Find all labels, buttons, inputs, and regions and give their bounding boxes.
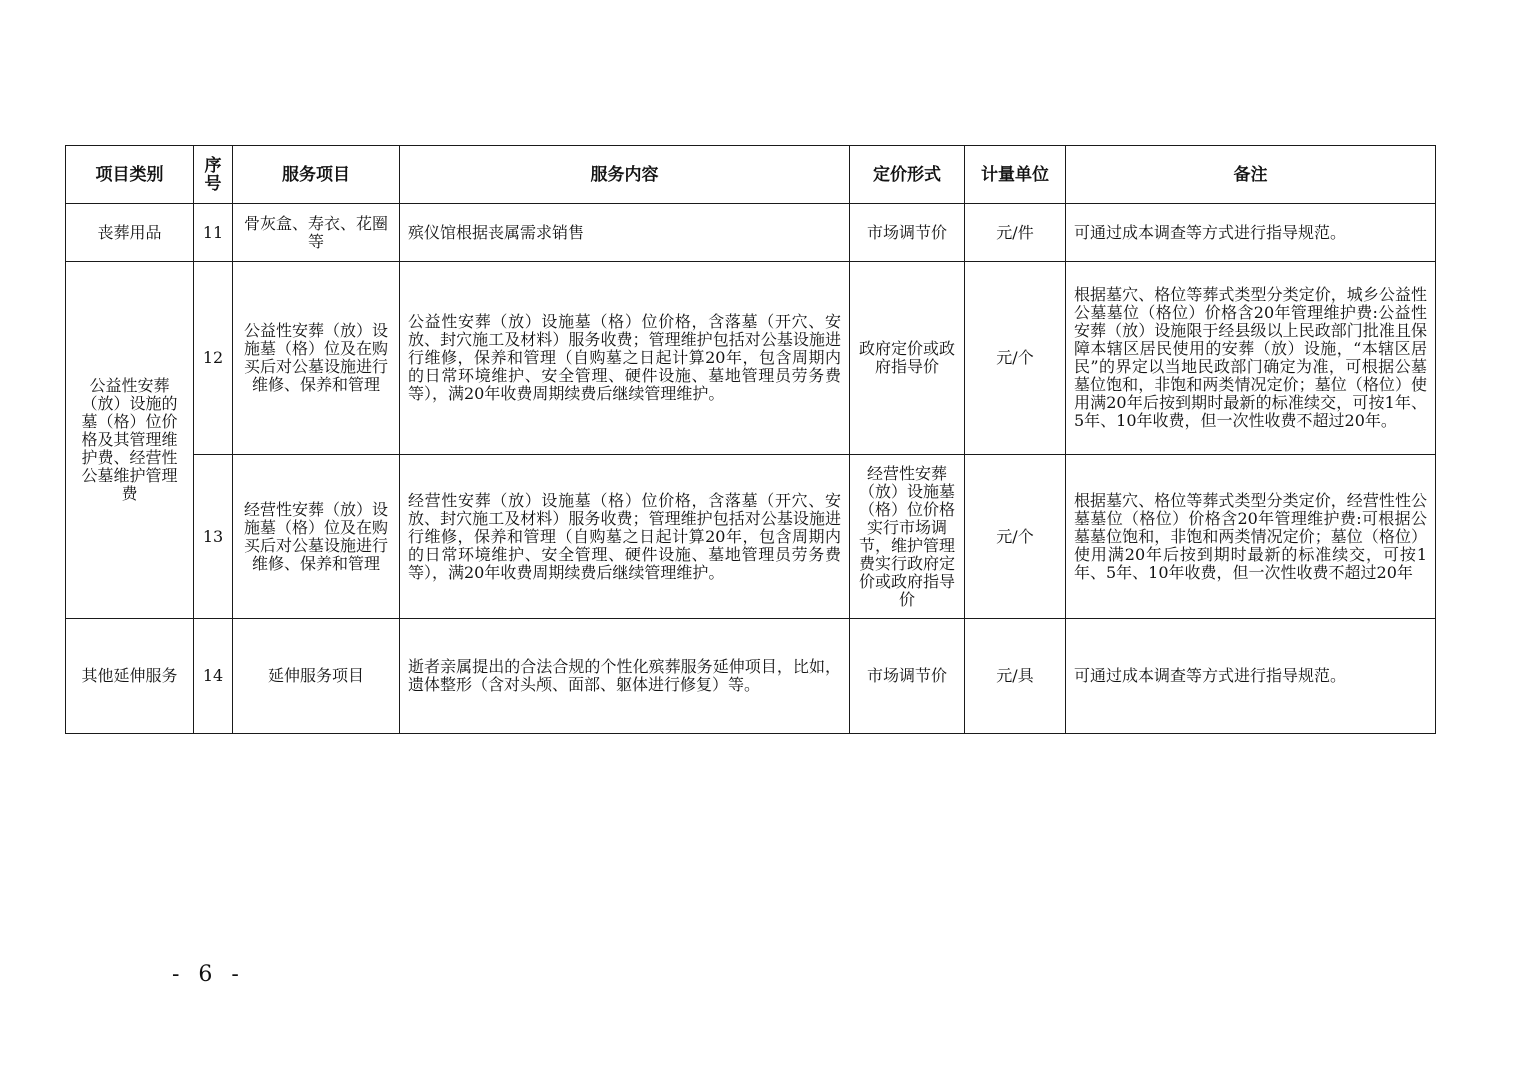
remark-cell: 根据墓穴、格位等葬式类型分类定价，经营性性公墓墓位（格位）价格含20年管理维护费:可根据公墓墓位饱和，非饱和两类情况定价；墓位（格位）使用满20年后按到期时最新的标准续交，可按1年、5年、10年收费，但一次性收费不超过20年 [1066,455,1436,619]
pricing-cell: 市场调节价 [850,619,965,734]
seq-cell: 13 [194,455,233,619]
remark-cell: 可通过成本调查等方式进行指导规范。 [1066,204,1436,262]
table-row [66,204,1436,262]
unit-cell: 元/具 [965,619,1066,734]
category-cell: 丧葬用品 [66,204,194,262]
content-cell: 殡仪馆根据丧属需求销售 [400,204,850,262]
category-cell: 公益性安葬（放）设施的墓（格）位价格及其管理维护费、经营性公墓维护管理费 [66,262,194,619]
seq-cell: 11 [194,204,233,262]
table-header-row [66,146,1436,204]
fee-table [65,145,1436,734]
header-item: 服务项目 [233,146,400,204]
content-cell: 经营性安葬（放）设施墓（格）位价格，含落墓（开穴、安放、封穴施工及材料）服务收费；管理维护包括对公基设施进行维修，保养和管理（自购墓之日起计算20年，包含周期内的日常环境维护、安全管理、硬件设施、墓地管理员劳务费等），满20年收费周期续费后继续管理维护。 [400,455,850,619]
content-cell: 逝者亲属提出的合法合规的个性化殡葬服务延伸项目，比如，遗体整形（含对头颅、面部、躯体进行修复）等。 [400,619,850,734]
header-content: 服务内容 [400,146,850,204]
pricing-cell: 市场调节价 [850,204,965,262]
unit-cell: 元/个 [965,455,1066,619]
page-number: - 6 - [172,962,245,987]
table-row [66,619,1436,734]
header-pricing: 定价形式 [850,146,965,204]
pricing-cell: 经营性安葬（放）设施墓（格）位价格实行市场调节，维护管理费实行政府定价或政府指导价 [850,455,965,619]
header-seq: 序号 [194,146,233,204]
item-cell: 公益性安葬（放）设施墓（格）位及在购买后对公墓设施进行维修、保养和管理 [233,262,400,455]
table-row [66,455,1436,619]
remark-cell: 可通过成本调查等方式进行指导规范。 [1066,619,1436,734]
header-category: 项目类别 [66,146,194,204]
content-cell: 公益性安葬（放）设施墓（格）位价格，含落墓（开穴、安放、封穴施工及材料）服务收费；管理维护包括对公基设施进行维修，保养和管理（自购墓之日起计算20年，包含周期内的日常环境维护、安全管理、硬件设施、墓地管理员劳务费等），满20年收费周期续费后继续管理维护。 [400,262,850,455]
seq-cell: 12 [194,262,233,455]
item-cell: 延伸服务项目 [233,619,400,734]
header-unit: 计量单位 [965,146,1066,204]
table-row [66,262,1436,455]
unit-cell: 元/件 [965,204,1066,262]
category-cell: 其他延伸服务 [66,619,194,734]
item-cell: 骨灰盒、寿衣、花圈等 [233,204,400,262]
unit-cell: 元/个 [965,262,1066,455]
remark-cell: 根据墓穴、格位等葬式类型分类定价，城乡公益性公墓墓位（格位）价格含20年管理维护费:公益性安葬（放）设施限于经县级以上民政部门批准且保障本辖区居民使用的安葬（放）设施，“本辖区居民”的界定以当地民政部门确定为准，可根据公墓墓位饱和，非饱和两类情况定价；墓位（格位）使用满20年后按到期时最新的标准续交，可按1年、5年、10年收费，但一次性收费不超过20年。 [1066,262,1436,455]
seq-cell: 14 [194,619,233,734]
pricing-cell: 政府定价或政府指导价 [850,262,965,455]
header-remark: 备注 [1066,146,1436,204]
item-cell: 经营性安葬（放）设施墓（格）位及在购买后对公墓设施进行维修、保养和管理 [233,455,400,619]
